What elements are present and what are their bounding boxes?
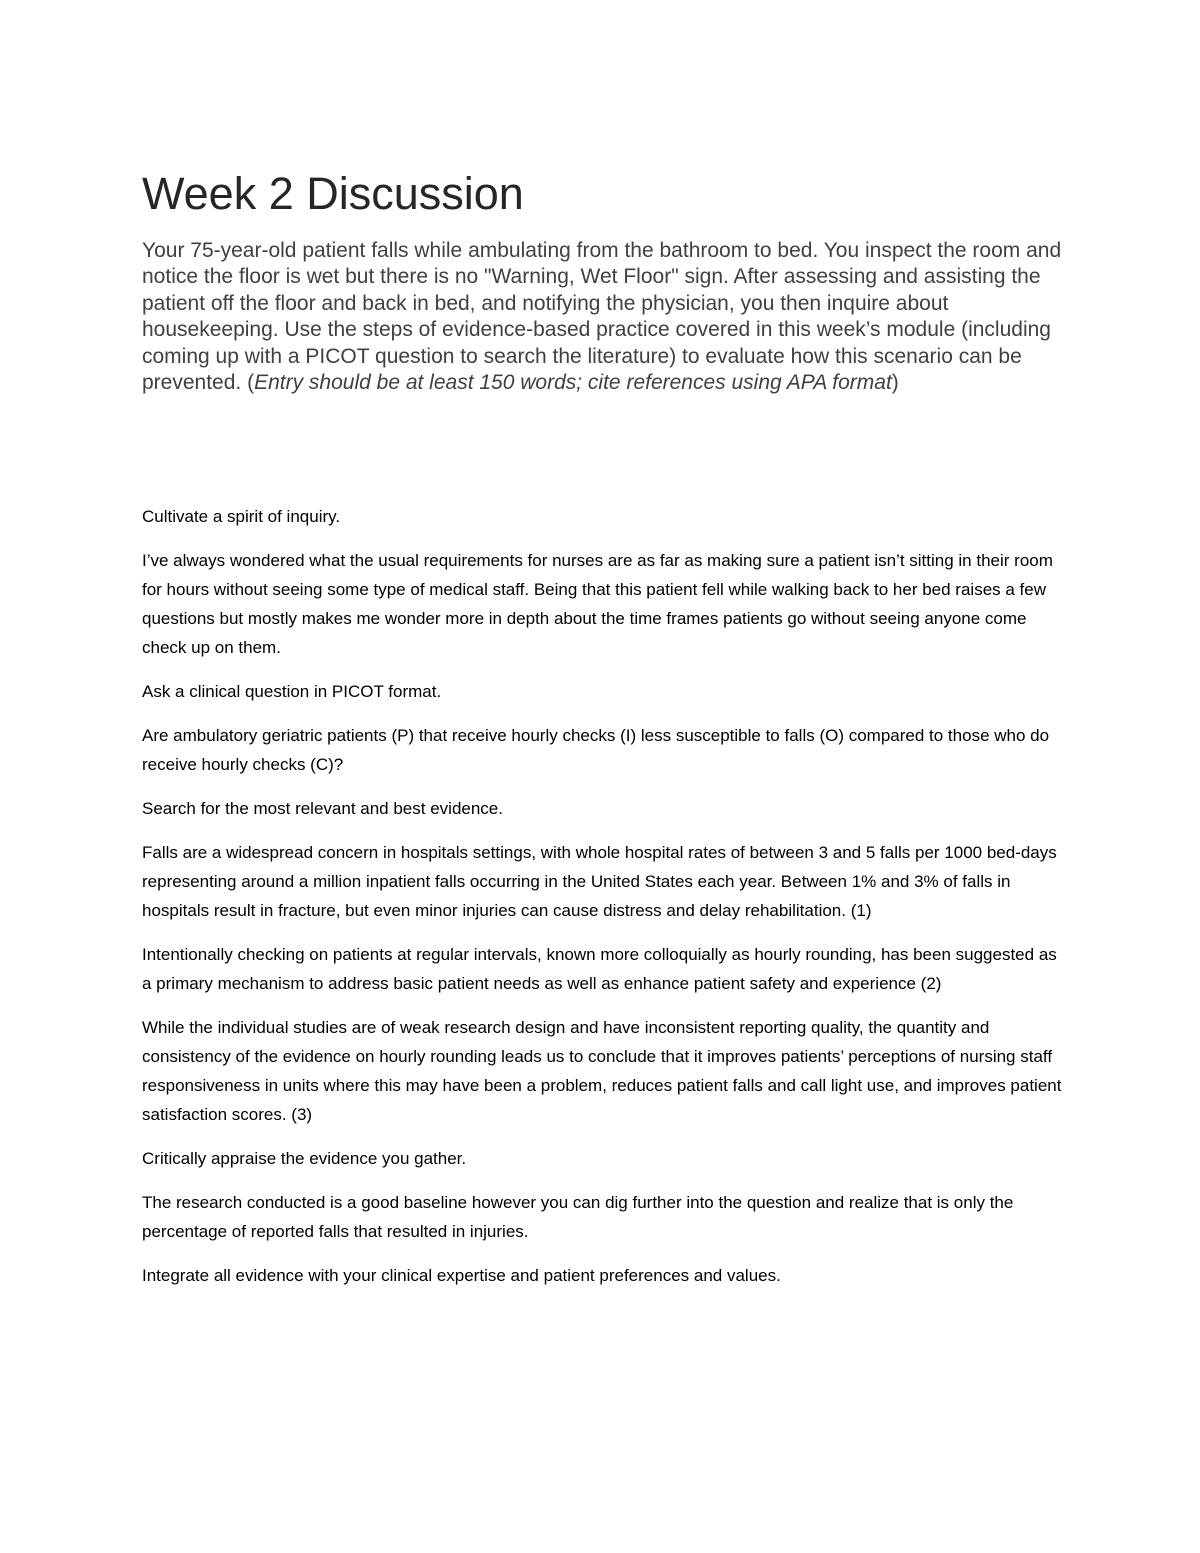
- paragraph-evidence-1: Falls are a widespread concern in hospitals settings, with whole hospital rates of between 3 and 5 falls per 1000 bed-days representing around a million inpatient falls occurring in the United States each year. Between 1% and 3% of falls in hospitals result in fracture, but even minor injuries can cause distress and delay rehabilitation. (1): [142, 843, 1057, 920]
- heading-appraise-evidence: Critically appraise the evidence you gather.: [142, 1149, 467, 1168]
- paragraph-evidence-2: Intentionally checking on patients at regular intervals, known more colloquially as hourly rounding, has been suggested as a primary mechanism to address basic patient needs as well as enhance patient safety and experience (2): [142, 945, 1057, 993]
- paragraph-evidence-3: While the individual studies are of weak research design and have inconsistent reporting quality, the quantity and consistency of the evidence on hourly rounding leads us to conclude that it improves patients’ perceptions of nursing staff responsiveness in units where this may have been a problem, reduces patient falls and call light use, and improves patient satisfaction scores. (3): [142, 1018, 1062, 1124]
- heading-cultivate-inquiry: Cultivate a spirit of inquiry.: [142, 507, 341, 526]
- prompt-text: Your 75-year-old patient falls while ambulating from the bathroom to bed. You inspect the room and notice the floor is wet but there is no "Warning, Wet Floor" sign. After assessing and assisting the patient off the floor and back in bed, and notifying the physician, you then inquire about housekeeping. Use the steps of evidence-based practice covered in this week’s module (including coming up with a PICOT question to search the literature) to evaluate how this scenario can be prevented. (: [142, 239, 1062, 395]
- document-title: Week 2 Discussion: [142, 168, 524, 219]
- discussion-response: [142, 502, 1067, 1305]
- paragraph-inquiry-reflection: I’ve always wondered what the usual requirements for nurses are as far as making sure a patient isn’t sitting in their room for hours without seeing some type of medical staff. Being that this patient fell while walking back to her bed raises a few questions but mostly makes me wonder more in depth about the time frames patients go without seeing anyone come check up on them.: [142, 551, 1053, 657]
- heading-picot-question: Ask a clinical question in PICOT format.: [142, 682, 442, 701]
- heading-search-evidence: Search for the most relevant and best evidence.: [142, 799, 503, 818]
- prompt-close: ): [891, 371, 899, 395]
- paragraph-picot-question: Are ambulatory geriatric patients (P) that receive hourly checks (I) less susceptible to falls (O) compared to those who do receive hourly checks (C)?: [142, 726, 1050, 774]
- paragraph-appraisal: The research conducted is a good baseline however you can dig further into the question and realize that is only the percentage of reported falls that resulted in injuries.: [142, 1193, 1014, 1241]
- heading-integrate-evidence: Integrate all evidence with your clinical expertise and patient preferences and values.: [142, 1266, 781, 1285]
- assignment-prompt: [142, 238, 1062, 396]
- prompt-italic-requirement: Entry should be at least 150 words; cite references using APA format: [254, 371, 892, 395]
